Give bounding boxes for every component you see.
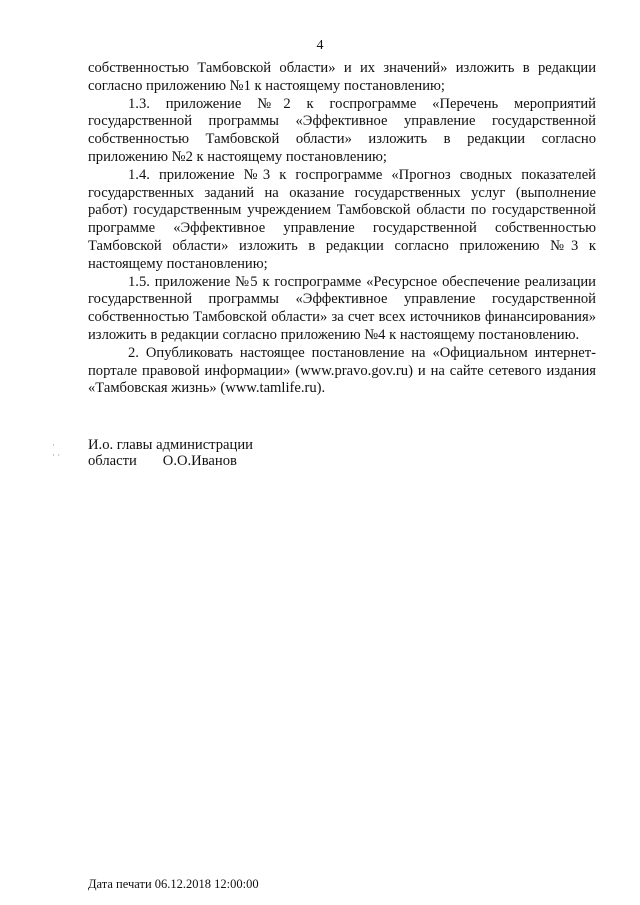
paragraph-item-1-5: 1.5. приложение №5 к госпрограмме «Ресурсное обеспечение реализации государственной программы «Эффективное управление государственной собственностью Тамбовской области» за счет всех источников финансирования» изложить в редакции согласно приложению №4 к настоящему постановлению. — [88, 273, 596, 343]
print-date: Дата печати 06.12.2018 12:00:00 — [88, 877, 259, 891]
signature-block — [88, 437, 253, 469]
signatory-region-line — [88, 453, 253, 469]
signatory-title: И.о. главы администрации — [88, 437, 253, 453]
paragraph-item-2: 2. Опубликовать настоящее постановление на «Официальном интернет-портале правовой информации» (www.pravo.gov.ru) и на сайте сетевого издания «Тамбовская жизнь» (www.tamlife.ru). — [88, 344, 596, 397]
signatory-name: О.О.Иванов — [162, 453, 237, 469]
paragraph-continuation: собственностью Тамбовской области» и их значений» изложить в редакции согласно приложению №1 к настоящему постановлению; — [88, 60, 596, 94]
paragraph-item-1-4: 1.4. приложение №3 к госпрограмме «Прогноз сводных показателей государственных заданий на оказание государственных услуг (выполнение работ) государственным учреждением Тамбовской области по государственной программе «Эффективное управление государственной собственностью Тамбовской области» изложить в редакции согласно приложению №3 к настоящему постановлению; — [88, 166, 596, 272]
signatory-title-continued: области — [88, 453, 137, 469]
page-number: 4 — [316, 38, 324, 53]
document-body — [88, 60, 596, 398]
margin-marks: · · · — [52, 440, 61, 460]
paragraph-item-1-3: 1.3. приложение №2 к госпрограмме «Перечень мероприятий государственной программы «Эффективное управление государственной собственностью Тамбовской области» изложить в редакции согласно приложению №2 к настоящему постановлению; — [88, 95, 596, 165]
